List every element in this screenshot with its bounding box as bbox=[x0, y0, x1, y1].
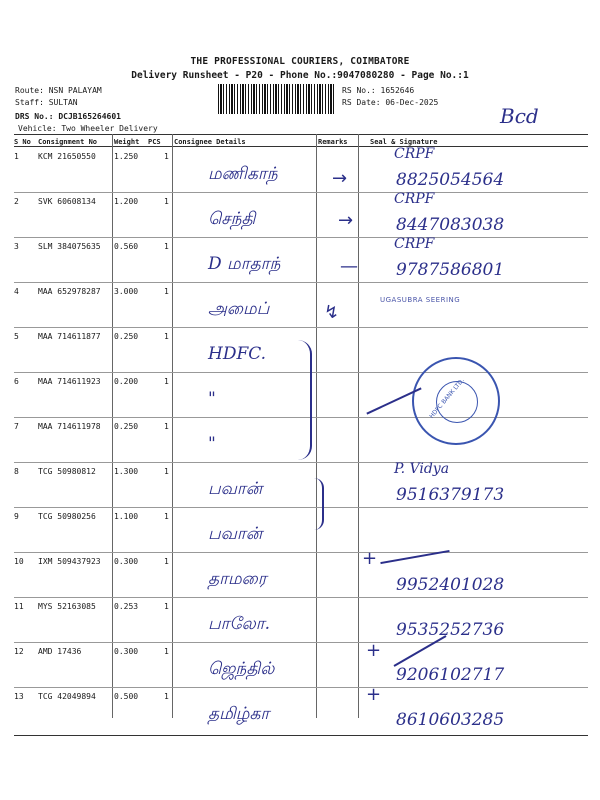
col-header-consignment: Consignment No bbox=[38, 138, 98, 146]
handwritten-seal-note: CRPF bbox=[394, 236, 435, 252]
handwritten-phone-number: 8447083038 bbox=[396, 215, 505, 235]
arrow-mark: → bbox=[338, 210, 354, 231]
header-bottom-rule bbox=[14, 146, 588, 147]
row-pcs: 1 bbox=[164, 512, 169, 521]
col-header-remarks: Remarks bbox=[318, 138, 348, 146]
handwritten-phone-number: 9206102717 bbox=[396, 665, 505, 685]
row-sno: 7 bbox=[14, 422, 19, 431]
arrow-mark: + bbox=[366, 684, 382, 705]
row-sno: 3 bbox=[14, 242, 19, 251]
row-pcs: 1 bbox=[164, 377, 169, 386]
table-top-rule bbox=[14, 134, 588, 135]
row-sno: 11 bbox=[14, 602, 24, 611]
table-bottom-rule bbox=[14, 735, 588, 736]
row-pcs: 1 bbox=[164, 422, 169, 431]
bank-stamp-text: HDFC BANK LTD. bbox=[428, 377, 466, 420]
table-row bbox=[0, 287, 600, 332]
row-pcs: 1 bbox=[164, 557, 169, 566]
row-sno: 10 bbox=[14, 557, 24, 566]
row-consignment-no: MAA 714611923 bbox=[38, 377, 101, 386]
row-weight: 0.250 bbox=[114, 332, 139, 341]
arrow-mark: — bbox=[340, 256, 358, 277]
row-consignment-no: TCG 50980256 bbox=[38, 512, 96, 521]
col-header-seal: Seal & Signature bbox=[370, 138, 438, 146]
arrow-mark: → bbox=[332, 168, 348, 189]
handwritten-consignee: HDFC. bbox=[208, 344, 267, 364]
row-pcs: 1 bbox=[164, 332, 169, 341]
runsheet-subtitle: Delivery Runsheet - P20 - Phone No.:9047080280 - Page No.:1 bbox=[131, 70, 469, 81]
drs-number: DRS No.: DCJB165264601 bbox=[15, 112, 121, 121]
handwritten-seal-note: CRPF bbox=[394, 146, 435, 162]
row-separator bbox=[14, 552, 588, 553]
col-header-weight: Weight bbox=[114, 138, 140, 146]
row-pcs: 1 bbox=[164, 692, 169, 701]
arrow-mark: + bbox=[366, 640, 382, 661]
handwritten-consignee: செந்தி bbox=[208, 209, 256, 229]
row-weight: 1.100 bbox=[114, 512, 139, 521]
grouping-brace-hdfc bbox=[296, 340, 312, 460]
row-weight: 0.500 bbox=[114, 692, 139, 701]
row-separator bbox=[14, 462, 588, 463]
table-row bbox=[0, 647, 600, 692]
row-consignment-no: MAA 714611978 bbox=[38, 422, 101, 431]
handwritten-consignee: மணிகாந் bbox=[208, 164, 278, 184]
handwritten-phone-number: 9787586801 bbox=[396, 260, 505, 280]
staff-label: Staff: SULTAN bbox=[15, 98, 78, 107]
handwritten-phone-number: 9535252736 bbox=[396, 620, 505, 640]
handwritten-consignee: பவான் bbox=[208, 524, 263, 544]
row-consignment-no: MAA 714611877 bbox=[38, 332, 101, 341]
handwritten-consignee: " bbox=[208, 389, 216, 409]
handwritten-phone-number: 9952401028 bbox=[396, 575, 505, 595]
row-sno: 1 bbox=[14, 152, 19, 161]
row-weight: 0.560 bbox=[114, 242, 139, 251]
row-weight: 0.253 bbox=[114, 602, 139, 611]
table-row bbox=[0, 236, 600, 287]
row-sno: 6 bbox=[14, 377, 19, 386]
rs-number: RS No.: 1652646 bbox=[342, 86, 415, 95]
grouping-brace-pavan bbox=[312, 478, 324, 530]
row-separator bbox=[14, 507, 588, 508]
row-separator bbox=[14, 687, 588, 688]
row-separator bbox=[14, 597, 588, 598]
row-weight: 1.250 bbox=[114, 152, 139, 161]
row-separator bbox=[14, 192, 588, 193]
row-weight: 0.250 bbox=[114, 422, 139, 431]
row-consignment-no: SLM 384075635 bbox=[38, 242, 101, 251]
col-header-sno: S No bbox=[14, 138, 31, 146]
col-header-pcs: PCS bbox=[148, 138, 161, 146]
handwritten-consignee: " bbox=[208, 434, 216, 454]
row-sno: 12 bbox=[14, 647, 24, 656]
handwritten-consignee: ஜெந்தில் bbox=[208, 659, 275, 679]
handwritten-phone-number: 9516379173 bbox=[396, 485, 505, 505]
row-consignment-no: TCG 50980812 bbox=[38, 467, 96, 476]
row-sno: 5 bbox=[14, 332, 19, 341]
row-sno: 13 bbox=[14, 692, 24, 701]
table-row bbox=[0, 191, 600, 242]
row-weight: 0.300 bbox=[114, 647, 139, 656]
barcode-image bbox=[218, 84, 336, 114]
col-header-consignee: Consignee Details bbox=[174, 138, 246, 146]
route-label: Route: NSN PALAYAM bbox=[15, 86, 102, 95]
row-separator bbox=[14, 642, 588, 643]
row-sno: 9 bbox=[14, 512, 19, 521]
rs-date: RS Date: 06-Dec-2025 bbox=[342, 98, 439, 107]
handwritten-consignee: D மாதாந் bbox=[208, 254, 281, 274]
row-consignment-no: KCM 21650550 bbox=[38, 152, 96, 161]
table-row bbox=[0, 461, 600, 512]
company-seal-row4: UGASUBRA SEERING bbox=[380, 296, 461, 304]
row-pcs: 1 bbox=[164, 602, 169, 611]
table-row bbox=[0, 557, 600, 602]
row-pcs: 1 bbox=[164, 197, 169, 206]
table-row bbox=[0, 512, 600, 557]
row-sno: 8 bbox=[14, 467, 19, 476]
handwritten-consignee: அமைப் bbox=[208, 299, 270, 319]
handwritten-phone-number: 8610603285 bbox=[396, 710, 505, 730]
row-pcs: 1 bbox=[164, 242, 169, 251]
corner-handwritten-note: Bcd bbox=[500, 104, 539, 128]
row-consignment-no: AMD 17436 bbox=[38, 647, 82, 656]
bank-stamp bbox=[412, 357, 500, 445]
row-pcs: 1 bbox=[164, 152, 169, 161]
row-sno: 4 bbox=[14, 287, 19, 296]
handwritten-consignee: பாலோ. bbox=[208, 614, 270, 634]
handwritten-phone-number: 8825054564 bbox=[396, 170, 505, 190]
row-weight: 1.300 bbox=[114, 467, 139, 476]
row-separator bbox=[14, 327, 588, 328]
row-consignment-no: MAA 652978287 bbox=[38, 287, 101, 296]
handwritten-consignee: தமிழ்கா bbox=[208, 704, 270, 724]
handwritten-seal-note: CRPF bbox=[394, 191, 435, 207]
table-row bbox=[0, 602, 600, 647]
arrow-mark: + bbox=[362, 548, 378, 569]
row-separator bbox=[14, 237, 588, 238]
vehicle-label: Vehicle: Two Wheeler Delivery bbox=[18, 124, 158, 133]
row-weight: 3.000 bbox=[114, 287, 139, 296]
row-weight: 1.200 bbox=[114, 197, 139, 206]
handwritten-consignee: தாமரை bbox=[208, 569, 267, 589]
row-consignment-no: MYS 52163085 bbox=[38, 602, 96, 611]
row-weight: 0.300 bbox=[114, 557, 139, 566]
company-title: THE PROFESSIONAL COURIERS, COIMBATORE bbox=[190, 56, 410, 67]
row-consignment-no: TCG 42049894 bbox=[38, 692, 96, 701]
row-consignment-no: SVK 60608134 bbox=[38, 197, 96, 206]
handwritten-seal-note: P. Vidya bbox=[394, 461, 450, 477]
row-consignment-no: IXM 509437923 bbox=[38, 557, 101, 566]
row-pcs: 1 bbox=[164, 467, 169, 476]
table-row bbox=[0, 146, 600, 197]
row-pcs: 1 bbox=[164, 287, 169, 296]
row-pcs: 1 bbox=[164, 647, 169, 656]
row-sno: 2 bbox=[14, 197, 19, 206]
arrow-mark: ↯ bbox=[324, 302, 340, 323]
row-separator bbox=[14, 282, 588, 283]
row-weight: 0.200 bbox=[114, 377, 139, 386]
handwritten-consignee: பவான் bbox=[208, 479, 263, 499]
table-row bbox=[0, 692, 600, 737]
